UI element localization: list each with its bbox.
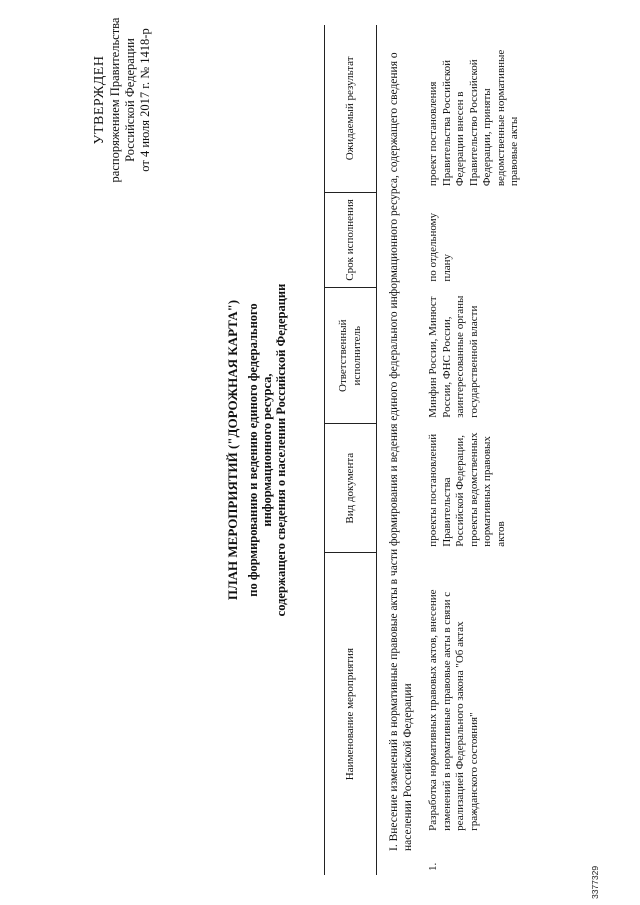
row-exec: Минфин России, Минюст России, ФНС России, заинтересованные органы государственной власти [427,295,480,418]
document-id: 3377329 [590,865,600,899]
approved-heading: УТВЕРЖДЕН [92,55,107,145]
approval-line-2: Российской Федерации [123,38,137,162]
table-header-row [325,25,377,875]
plan-table [324,25,524,875]
approval-block [92,0,153,205]
row-number: 1. [427,862,439,871]
header-term: Срок исполнения [325,192,377,288]
title-line-1: по формированию и ведению единого федерального информационного ресурса, [246,303,274,597]
section-title: I. Внесение изменений в нормативные правовые акты в части формирования и ведения единого федерального информационного ресурса, содержащего сведения о населении Российской Федерации [388,52,414,851]
approval-line-1: распоряжением Правительства [108,17,122,183]
header-exec: Ответственный исполнитель [325,288,377,424]
row-name: Разработка нормативных правовых актов, внесение изменений в нормативные правовые акты в связи с реализацией Федерального закона "Об актах гражданского состояния" [427,589,480,831]
approval-line-3: от 4 июля 2017 г. № 1418-р [138,28,152,172]
row-term: по отдельному плану [427,212,453,282]
row-doc: проекты постановлений Правительства Российской Федерации, проекты ведомственных нормативных правовых актов [427,432,507,547]
header-name: Наименование мероприятия [325,553,377,875]
header-doc: Вид документа [325,424,377,553]
document-title [226,250,288,650]
header-result: Ожидаемый результат [325,25,377,192]
title-line-2: содержащего сведения о населении Российской Федерации [274,283,288,617]
section-row [377,25,420,875]
table-row [419,25,524,875]
title-main: ПЛАН МЕРОПРИЯТИЙ ("ДОРОЖНАЯ КАРТА") [225,299,240,601]
row-result: проект постановления Правительства Российской Федерации внесен в Правительство Российской Федерации, приняты ведомственные нормативные правовые акты [427,49,520,187]
